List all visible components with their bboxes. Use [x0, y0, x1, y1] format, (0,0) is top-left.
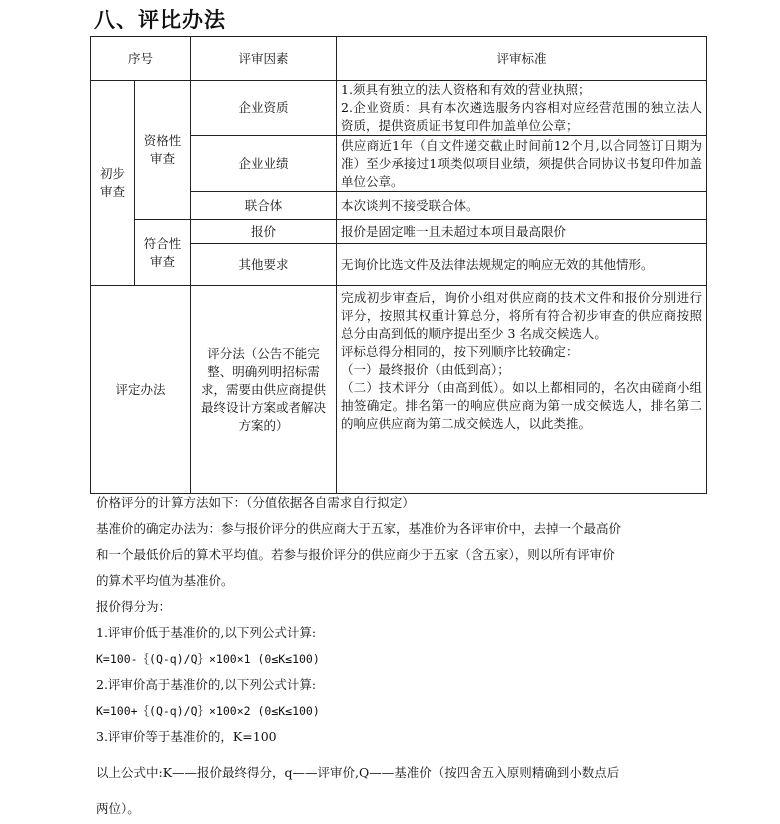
note-line: 3.评审价等于基准价的，K=100 — [96, 729, 277, 744]
header-factor: 评审因素 — [191, 37, 337, 81]
evaluation-paragraph: 评标总得分相同的，按下列顺序比较确定： — [341, 344, 579, 359]
standard-cell: 本次谈判不接受联合体。 — [337, 192, 707, 220]
note-line: 的算术平均值为基准价。 — [96, 573, 234, 588]
header-standard: 评审标准 — [337, 37, 707, 81]
evaluation-paragraph: 完成初步审查后，询价小组对供应商的技术文件和报价分别进行评分，按照其权重计算总分，将所有符合初步审查的供应商按照总分由高到低的顺序提出至少 3 名成交候选人。 — [341, 290, 703, 341]
note-line: 基准价的确定办法为：参与报价评分的供应商大于五家，基准价为各评审价中，去掉一个最高价 — [96, 521, 622, 536]
table-row — [91, 220, 707, 244]
factor-cell: 企业资质 — [191, 81, 337, 136]
note-line: 价格评分的计算方法如下：（分值依据各自需求自行拟定） — [96, 495, 415, 510]
table-row — [91, 286, 707, 494]
standard-cell: 1.须具有独立的法人资格和有效的营业执照； 2.企业资质：具有本次遴选服务内容相对应经营范围的独立法人资质，提供资质证书复印件加盖单位公章； — [337, 81, 707, 136]
table-row — [91, 81, 707, 136]
note-line: 和一个最低价后的算术平均值。若参与报价评分的供应商少于五家（含五家），则以所有评审价 — [96, 547, 615, 562]
evaluation-method-label: 评定办法 — [91, 286, 191, 494]
evaluation-standard-cell — [337, 286, 707, 494]
factor-cell: 其他要求 — [191, 244, 337, 286]
note-line: 2.评审价高于基准价的,以下列公式计算: — [96, 677, 317, 692]
evaluation-paragraph: （一）最终报价（由低到高）； — [341, 362, 510, 377]
evaluation-paragraph: （二）技术评分（由高到低）。如以上都相同的，名次由磋商小组抽签确定。排名第一的响应供应商为第一成交候选人，排名第二的响应供应商为第二成交候选人，以此类推。 — [341, 380, 703, 431]
header-seq: 序号 — [91, 37, 191, 81]
qualification-review-label: 资格性审查 — [135, 81, 191, 220]
table-header-row — [91, 37, 707, 81]
scoring-method-cell: 评分法（公告不能完整、明确列明招标需求，需要由供应商提供最终设计方案或者解决方案的） — [191, 286, 337, 494]
standard-cell: 报价是固定唯一且未超过本项目最高限价 — [337, 220, 707, 244]
formula-line: K=100+｛(Q-q)/Q｝×100×2 (0≤K≤100) — [96, 704, 320, 718]
standard-cell: 供应商近1年（自文件递交截止时间前12个月,以合同签订日期为准）至少承接过1项类似项目业绩，须提供合同协议书复印件加盖单位公章。 — [337, 136, 707, 192]
conformity-review-label: 符合性审查 — [135, 220, 191, 286]
note-line: 1.评审价低于基准价的,以下列公式计算: — [96, 625, 317, 640]
note-line: 以上公式中:K——报价最终得分，q——评审价,Q——基准价（按四舍五入原则精确到小数点后 — [96, 765, 620, 780]
section-title: 八、评比办法 — [94, 8, 226, 32]
evaluation-table — [90, 36, 707, 494]
note-line: 两位）。 — [96, 801, 140, 816]
factor-cell: 联合体 — [191, 192, 337, 220]
standard-cell: 无询价比选文件及法律法规规定的响应无效的其他情形。 — [337, 244, 707, 286]
formula-line: K=100-｛(Q-q)/Q｝×100×1 (0≤K≤100) — [96, 652, 320, 666]
factor-cell: 报价 — [191, 220, 337, 244]
note-line: 报价得分为： — [96, 599, 172, 614]
preliminary-review-label: 初步审查 — [91, 81, 135, 286]
factor-cell: 企业业绩 — [191, 136, 337, 192]
